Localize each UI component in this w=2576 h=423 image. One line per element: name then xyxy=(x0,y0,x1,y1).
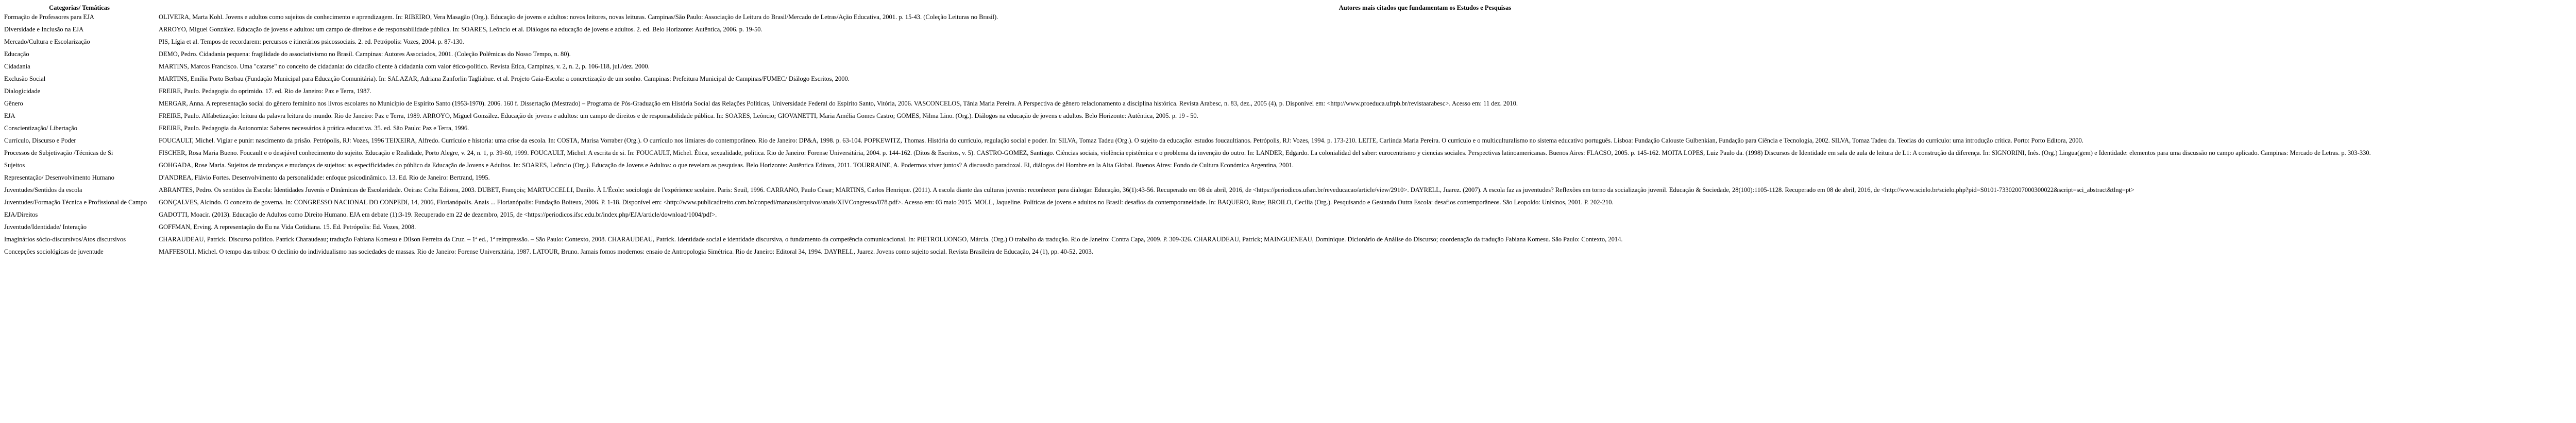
category-cell: Educação xyxy=(4,50,29,58)
reference-cell: FREIRE, Paulo. Pedagogia da Autonomia: Saberes necessários à prática educativa. 35. ed. São Paulo: Paz e Terra, 1996. xyxy=(159,125,469,132)
table-row xyxy=(2,186,2576,199)
category-cell: Processos de Subjetivação /Técnicas de Si xyxy=(4,149,113,156)
reference-cell: MARTINS, Emília Porto Berbau (Fundação Municipal para Educação Comunitária). In: SALAZAR, Adriana Zanforlin Tagliabue. et al. Projeto Gaia-Escola: a concretização de um sonho. Campinas: Prefeitura Municipal de Campinas/FUMEC/ Diálogo Escritos, 2000. xyxy=(159,75,850,82)
category-cell: Juventude/Identidade/ Interação xyxy=(4,223,87,231)
table-row xyxy=(2,63,2576,75)
table-row xyxy=(2,137,2576,149)
header-authors: Autores mais citados que fundamentam os Estudos e Pesquisas xyxy=(1338,4,1512,11)
table-row xyxy=(2,236,2576,248)
reference-cell: GOFFMAN, Erving. A representação do Eu na Vida Cotidiana. 15. Ed. Petrópolis: Ed. Vozes, 2008. xyxy=(159,223,416,231)
table-row xyxy=(2,248,2576,260)
category-cell: Concepções sociológicas de juventude xyxy=(4,248,104,255)
reference-cell: DEMO, Pedro. Cidadania pequena: fragilidade do associativismo no Brasil. Campinas: Autores Associados, 2001. (Coleção Polêmicas do Nosso Tempo, n. 80). xyxy=(159,50,571,58)
table-row xyxy=(2,38,2576,50)
category-cell: Formação de Professores para EJA xyxy=(4,13,94,21)
category-cell: Juventudes/Sentidos da escola xyxy=(4,186,82,193)
reference-cell: OLIVEIRA, Marta Kohl. Jovens e adultos como sujeitos de conhecimento e aprendizagem. In: RIBEIRO, Vera Masagão (Org.). Educação de jovens e adultos: novos leitores, novas leituras. Campinas/São Paulo: Associação de Leitura do Brasil/Mercado de Letras/Ação Educativa, 2001. p. 15-43. (Coleção Leituras no Brasil). xyxy=(159,13,998,21)
table-row xyxy=(2,174,2576,186)
table-row xyxy=(2,26,2576,38)
reference-cell: FOUCAULT, Michel. Vigiar e punir: nascimento da prisão. Petrópolis, RJ: Vozes, 1996 TEIXEIRA, Alfredo. Currículo e historia: uma crise da escola. In: COSTA, Marisa Vorraber (Org.). O currículo nos limiares do contemporâneo. Rio de Janeiro: DP&A, 1998. p. 63-104. POPKEWITZ, Thomas. História do currículo, regulação social e poder. In: SILVA, Tomaz Tadeu (Org.). O sujeito da educação: estudos foucaultianos. Petrópolis, RJ: Vozes, 1994. p. 173-210. LEITE, Carlinda Maria Pereira. O currículo e o multiculturalismo no sistema educativo português. Lisboa: Fundação Calouste Gulbenkian, Fundação para Ciência e Tecnologia, 2002. SILVA, Tomaz Tadeu da. Teorias do currículo: uma introdução crítica. Porto: Porto Editora, 2000. xyxy=(159,137,2083,144)
category-cell: Currículo, Discurso e Poder xyxy=(4,137,76,144)
table-row xyxy=(2,223,2576,236)
table-row xyxy=(2,162,2576,174)
category-cell: Representação/ Desenvolvimento Humano xyxy=(4,174,114,181)
category-cell: Juventudes/Formação Técnica e Profissional de Campo xyxy=(4,199,147,206)
reference-cell: D'ANDREA, Flávio Fortes. Desenvolvimento da personalidade: enfoque psicodinâmico. 13. Ed. Rio de Janeiro: Bertrand, 1995. xyxy=(159,174,490,181)
category-cell: Cidadania xyxy=(4,63,30,70)
reference-cell: CHARAUDEAU, Patrick. Discurso político. Patrick Charaudeau; tradução Fabiana Komesu e Dílson Ferreira da Cruz. – 1ª ed., 1ª reimpressão. – São Paulo: Contexto, 2008. CHARAUDEAU, Patrick. Identidade social e identidade discursiva, o fundamento da competência comunicacional. In: PIETROLUONGO, Márcia. (Org.) O trabalho da tradução. Rio de Janeiro: Contra Capa, 2009. P. 309-326. CHARAUDEAU, Patrick; MAINGUENEAU, Dominique. Dicionário de Análise do Discurso; coordenação da tradução Fabiana Komesu. São Paulo: Contexto, 2014. xyxy=(159,236,1623,243)
category-cell: EJA/Direitos xyxy=(4,211,38,218)
category-cell: Conscientização/ Libertação xyxy=(4,125,77,132)
header-categories: Categorias/ Temáticas xyxy=(49,4,110,11)
table-row xyxy=(2,87,2576,100)
reference-cell: FREIRE, Paulo. Alfabetização: leitura da palavra leitura do mundo. Rio de Janeiro: Paz e Terra, 1989. ARROYO, Miguel González. Educação de jovens e adultos: um campo de direitos e de responsabilidade pública. In: SOARES, Leôncio; GIOVANETTI, Maria Amélia Gomes Castro; GOMES, Nilma Lino. (Org.). Diálogos na educação de jovens e adultos. Belo Horizonte: Autêntica, 2005. p. 19 - 50. xyxy=(159,112,1198,119)
reference-cell: PIS, Lígia et al. Tempos de recordarem: percursos e itinerários psicossociais. 2. ed. Petrópolis: Vozes, 2004. p. 87-130. xyxy=(159,38,464,45)
table-row xyxy=(2,13,2576,26)
table-row xyxy=(2,112,2576,125)
table-row xyxy=(2,149,2576,162)
reference-cell: MERGAR, Anna. A representação social do gênero feminino nos livros escolares no Município de Espírito Santo (1953-1970). 2006. 160 f. Dissertação (Mestrado) – Programa de Pós-Graduação em História Social das Relações Políticas, Universidade Federal do Espírito Santo, Vitória, 2006. VASCONCELOS, Tânia Maria Pereira. A Perspectiva de gênero relacionamento a disciplina histórica. Revista Arabesc, n. 83, dez., 2005 (4), p. Disponível em: <http://www.proeduca.ufrpb.br/revistaarabesc>. Acesso em: 11 dez. 2010. xyxy=(159,100,1518,107)
category-cell: Dialogicidade xyxy=(4,87,41,95)
reference-cell: FISCHER, Rosa Maria Bueno. Foucault e o desejável conhecimento do sujeito. Educação e Realidade, Porto Alegre, v. 24, n. 1, p. 39-60, 1999. FOUCAULT, Michel. A escrita de si. In: FOUCAULT, Michel. Ética, sexualidade, política. Rio de Janeiro: Forense Universitária, 2004. p. 144-162. (Ditos & Escritos, v. 5). CASTRO-GOMEZ, Santiago. Ciências sociais, violência epistêmica e o problema da invenção do outro. In: LANDER, Edgardo. La colonialidad del saber: eurocentrismo y ciencias sociales. Perspectivas latinoamericanas. Buenos Aires: FLACSO, 2005. p. 145-162. MOITA LOPES, Luiz Paulo da. (1998) Discursos de Identidade em sala de aula de leitura de L1: A construção da diferença. In: SIGNORINI, Inês. (Org.) Lingua(gem) e Identidade: elementos para uma discussão no campo aplicado. Campinas: Mercado de Letras. p. 303-330. xyxy=(159,149,2371,156)
reference-cell: GADOTTI, Moacir. (2013). Educação de Adultos como Direito Humano. EJA em debate (1):3-19. Recuperado em 22 de dezembro, 2015, de <https://periodicos.ifsc.edu.br/index.php/EJA/article/download/1004/pdf>. xyxy=(159,211,717,218)
category-cell: Exclusão Social xyxy=(4,75,46,82)
category-cell: Imaginários sócio-discursivos/Atos discursivos xyxy=(4,236,126,243)
reference-cell: ARROYO, Miguel González. Educação de jovens e adultos: um campo de direitos e de responsabilidade pública. In: SOARES, Leôncio et al. Diálogos na educação de jovens e adultos. 2. ed. Belo Horizonte: Autêntica, 2006. p. 19-50. xyxy=(159,26,762,33)
table-header-row xyxy=(2,4,2576,13)
table-row xyxy=(2,100,2576,112)
category-cell: Diversidade e Inclusão na EJA xyxy=(4,26,84,33)
table-row xyxy=(2,199,2576,211)
table-row xyxy=(2,50,2576,63)
reference-cell: GOHGADA, Rose Maria. Sujeitos de mudanças e mudanças de sujeitos: as especificidades do público da Educação de Jovens e Adultos. In: SOARES, Leôncio (Org.). Educação de Jovens e Adultos: o que revelam as pesquisas. Belo Horizonte: Autêntica Editora, 2011. TOURRAINE, A. Podermos viver juntos? A discussão paradoxal. El, diálogos del Hombre en la Alta Global. Buenos Aires: Fondo de Cultura Económica Argentina, 2001. xyxy=(159,162,1294,169)
category-cell: Sujeitos xyxy=(4,162,25,169)
table-row xyxy=(2,211,2576,223)
reference-cell: FREIRE, Paulo. Pedagogia do oprimido. 17. ed. Rio de Janeiro: Paz e Terra, 1987. xyxy=(159,87,371,95)
reference-cell: MAFFESOLI, Michel. O tempo das tribos: O declínio do individualismo nas sociedades de massas. Rio de Janeiro: Forense Universitária, 1987. LATOUR, Bruno. Jamais fomos modernos: ensaio de Antropologia Simétrica. Rio de Janeiro: Editoral 34, 1994. DAYRELL, Juarez. Jovens como sujeito social. Revista Brasileira de Educação, 24 (1), pp. 40-52, 2003. xyxy=(159,248,1093,255)
table-row xyxy=(2,75,2576,87)
category-cell: EJA xyxy=(4,112,15,119)
table-row xyxy=(2,125,2576,137)
themes-authors-table xyxy=(2,4,2576,260)
reference-cell: GONÇALVES, Alcindo. O conceito de governa. In: CONGRESSO NACIONAL DO CONPEDI, 14, 2006, Florianópolis. Anais ... Florianópolis: Fundação Boiteux, 2006. P. 1-18. Disponível em: <http://www.publicadireito.com.br/conpedi/manaus/arquivos/anais/XIVCongresso/078.pdf>. Acesso em: 03 maio 2015. MOLL, Jaqueline. Políticas de jovens e adultos no Brasil: desafios da contemporaneidade. In: BAQUERO, Rute; BROILO, Cecília (Org.). Pesquisando e Gestando Outra Escola: desafios contemporâneos. São Leopoldo: Unisinos, 2001. P. 202-210. xyxy=(159,199,1614,206)
reference-cell: MARTINS, Marcos Francisco. Uma "catarse" no conceito de cidadania: do cidadão cliente à cidadania com valor ético-político. Revista Ética, Campinas, v. 2, n. 2, p. 106-118, jul./dez. 2000. xyxy=(159,63,650,70)
reference-cell: ABRANTES, Pedro. Os sentidos da Escola: Identidades Juvenis e Dinâmicas de Escolaridade. Oeiras: Celta Editora, 2003. DUBET, François; MARTUCCELLI, Danilo. À L'École: sociologie de l'expérience scolaire. Paris: Seuil, 1996. CARRANO, Paulo Cesar; MARTINS, Carlos Henrique. (2011). A escola diante das culturas juvenis: reconhecer para dialogar. Educação, 36(1):43-56. Recuperado em 08 de abril, 2016, de <https://periodicos.ufsm.br/reveducacao/article/view/2910>. DAYRELL, Juarez. (2007). A escola faz as juventudes? Reflexões em torno da socialização juvenil. Educação & Sociedade, 28(100):1105-1128. Recuperado em 08 de abril, 2016, de <http://www.scielo.br/scielo.php?pid=S0101-73302007000300022&script=sci_abstract&tlng=pt> xyxy=(159,186,2134,193)
category-cell: Gênero xyxy=(4,100,23,107)
category-cell: Mercado/Cultura e Escolarização xyxy=(4,38,90,45)
